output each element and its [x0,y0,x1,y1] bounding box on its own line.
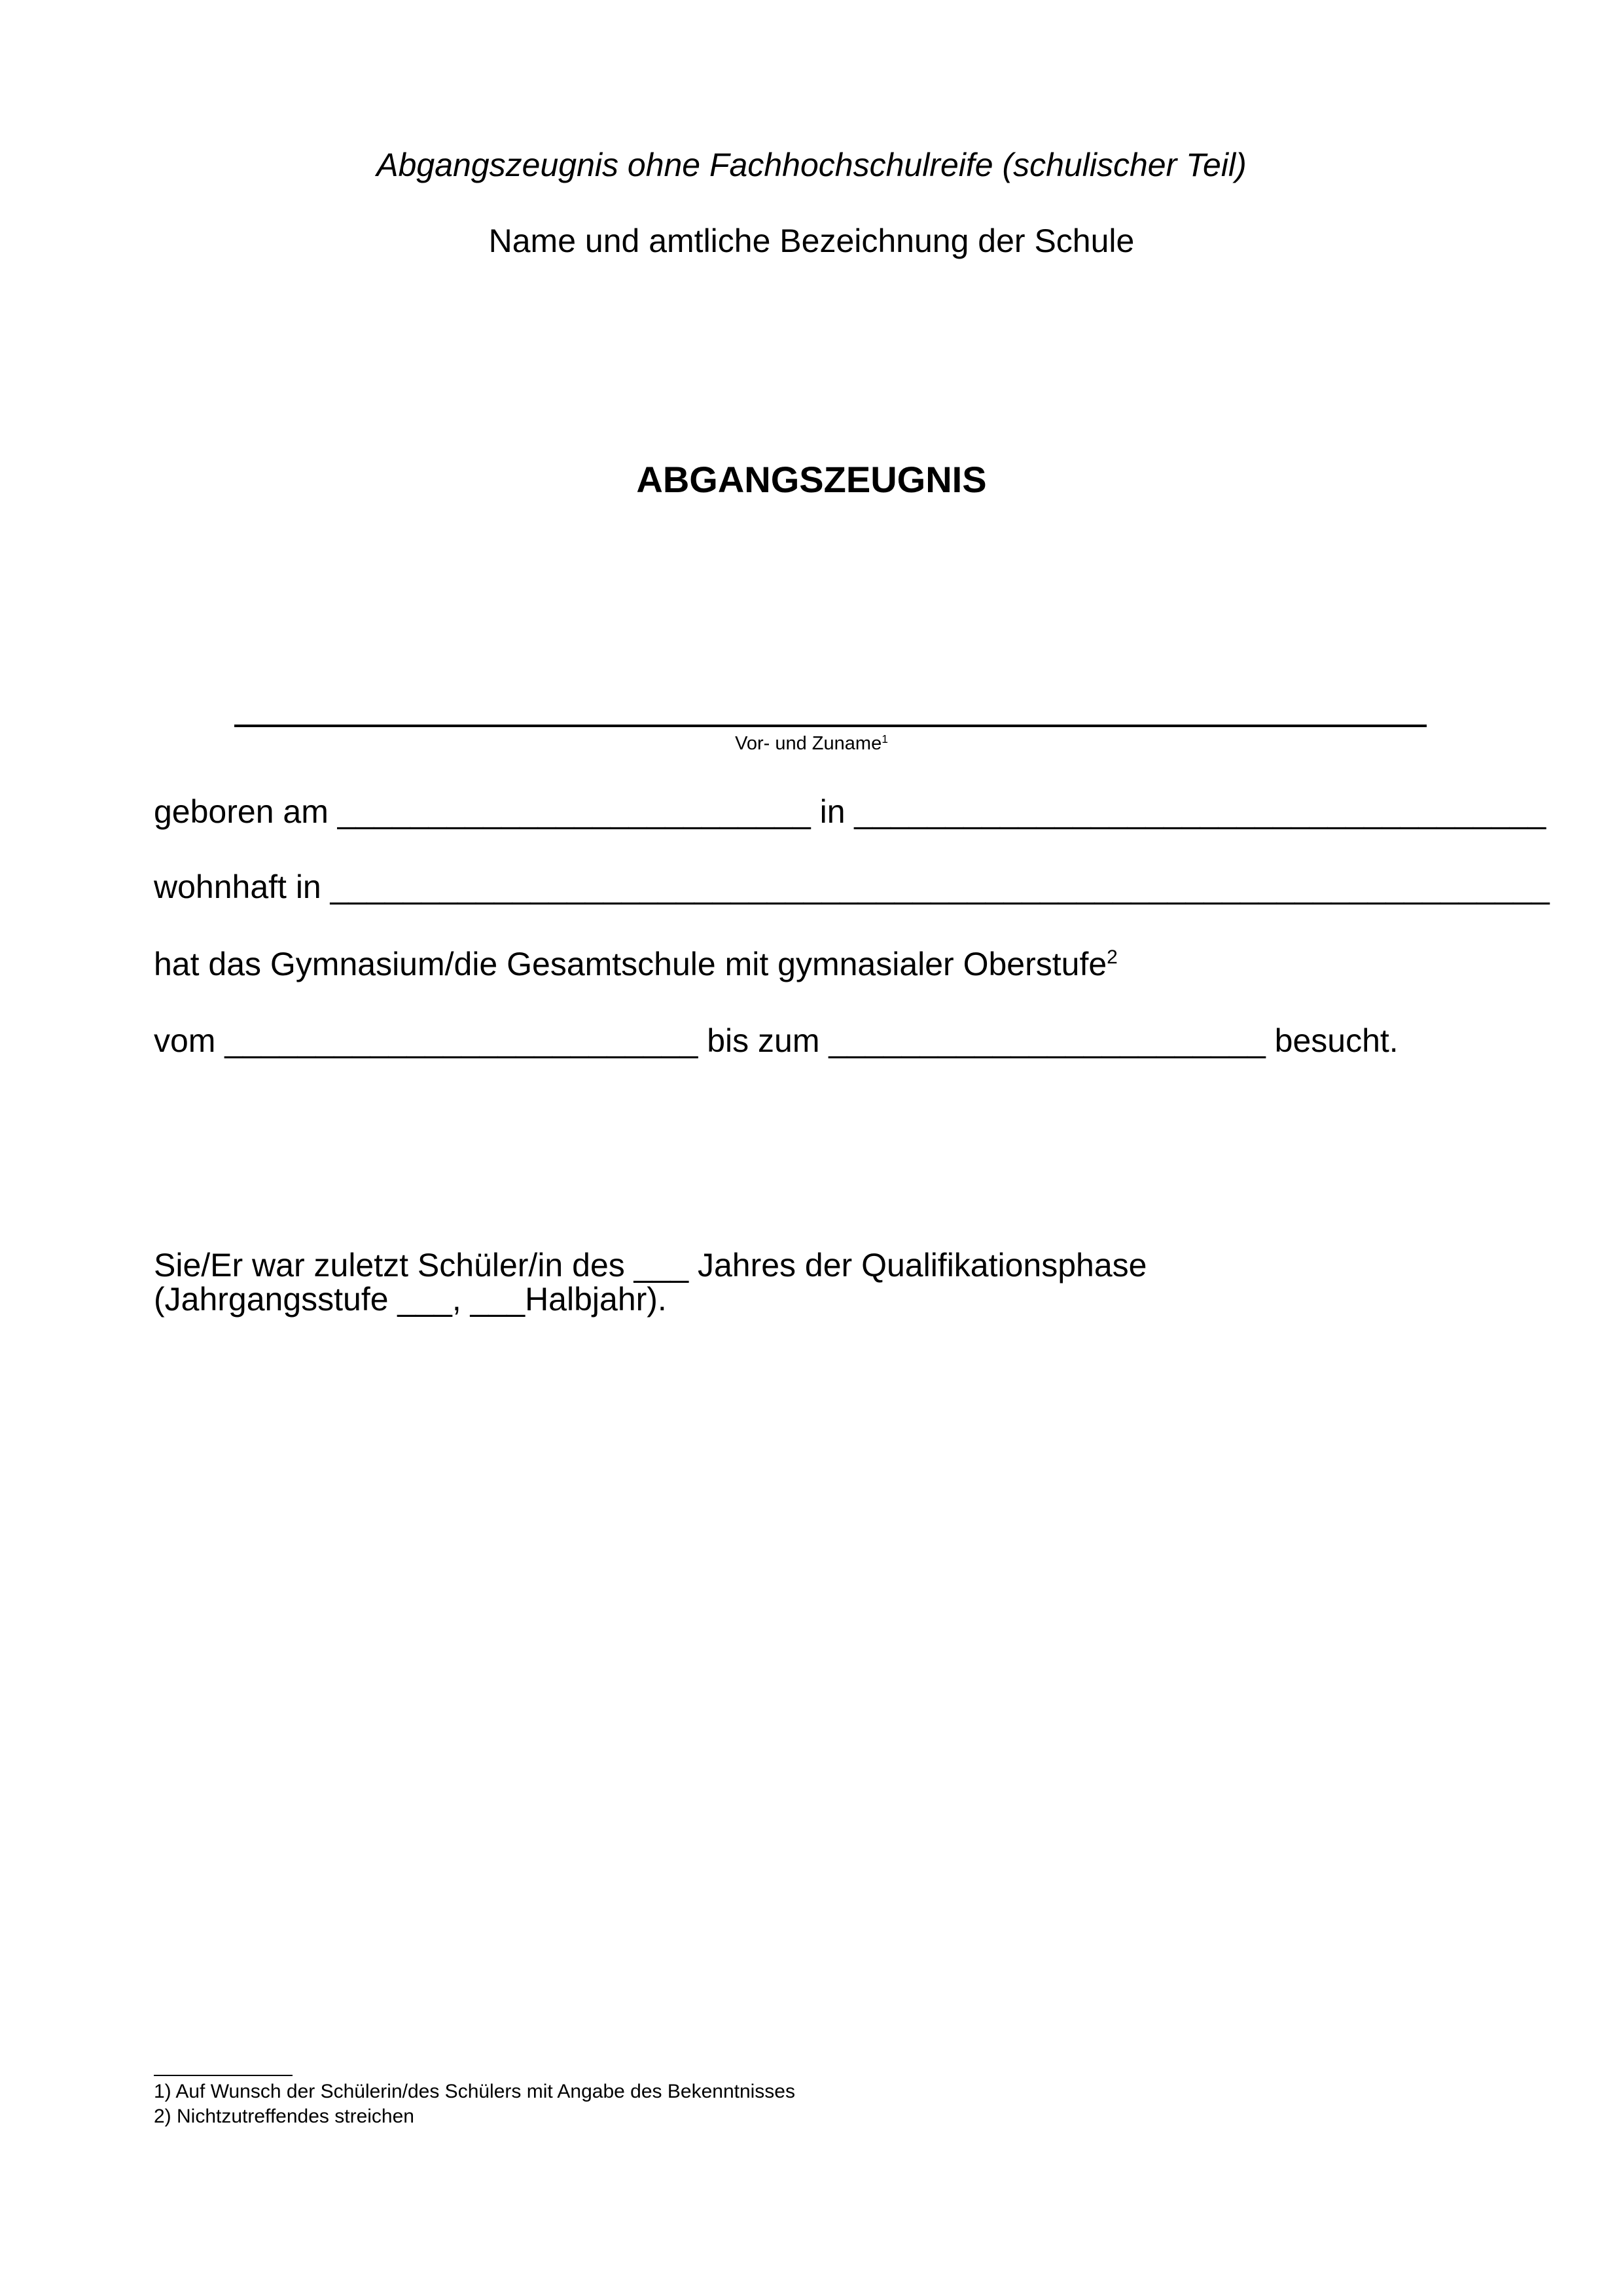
name-signature-line [234,725,1427,727]
school-type-text: hat das Gymnasium/die Gesamtschule mit gymnasialer Oberstufe [154,946,1107,982]
qualification-phase-line-1: Sie/Er war zuletzt Schüler/in des ___ Jahres der Qualifikationsphase [154,1247,1147,1283]
footnote-1: 1) Auf Wunsch der Schülerin/des Schülers mit Angabe des Bekenntnisses [154,2081,795,2102]
school-name-placeholder: Name und amtliche Bezeichnung der Schule [488,223,1135,259]
footnote-2: 2) Nichtzutreffendes streichen [154,2106,414,2127]
footnote-mark-2: 2 [1107,946,1118,968]
footnote-mark-1: 1 [882,732,888,745]
qualification-phase-line-2: (Jahrgangsstufe ___, ___Halbjahr). [154,1281,667,1318]
attendance-period-line: vom __________________________ bis zum ________________________ besucht. [154,1022,1399,1059]
residence-line: wohnhaft in ___________________________________________________________________ [154,869,1550,905]
name-caption [0,732,1623,755]
school-type-line [154,944,1118,984]
name-caption-text: Vor- und Zuname [735,733,882,754]
document-title: ABGANGSZEUGNIS [636,459,987,500]
document-subtitle: Abgangszeugnis ohne Fachhochschulreife (schulischer Teil) [376,147,1247,183]
footnote-separator [154,2075,293,2076]
birth-date-place-line: geboren am __________________________ in ______________________________________ [154,793,1546,830]
